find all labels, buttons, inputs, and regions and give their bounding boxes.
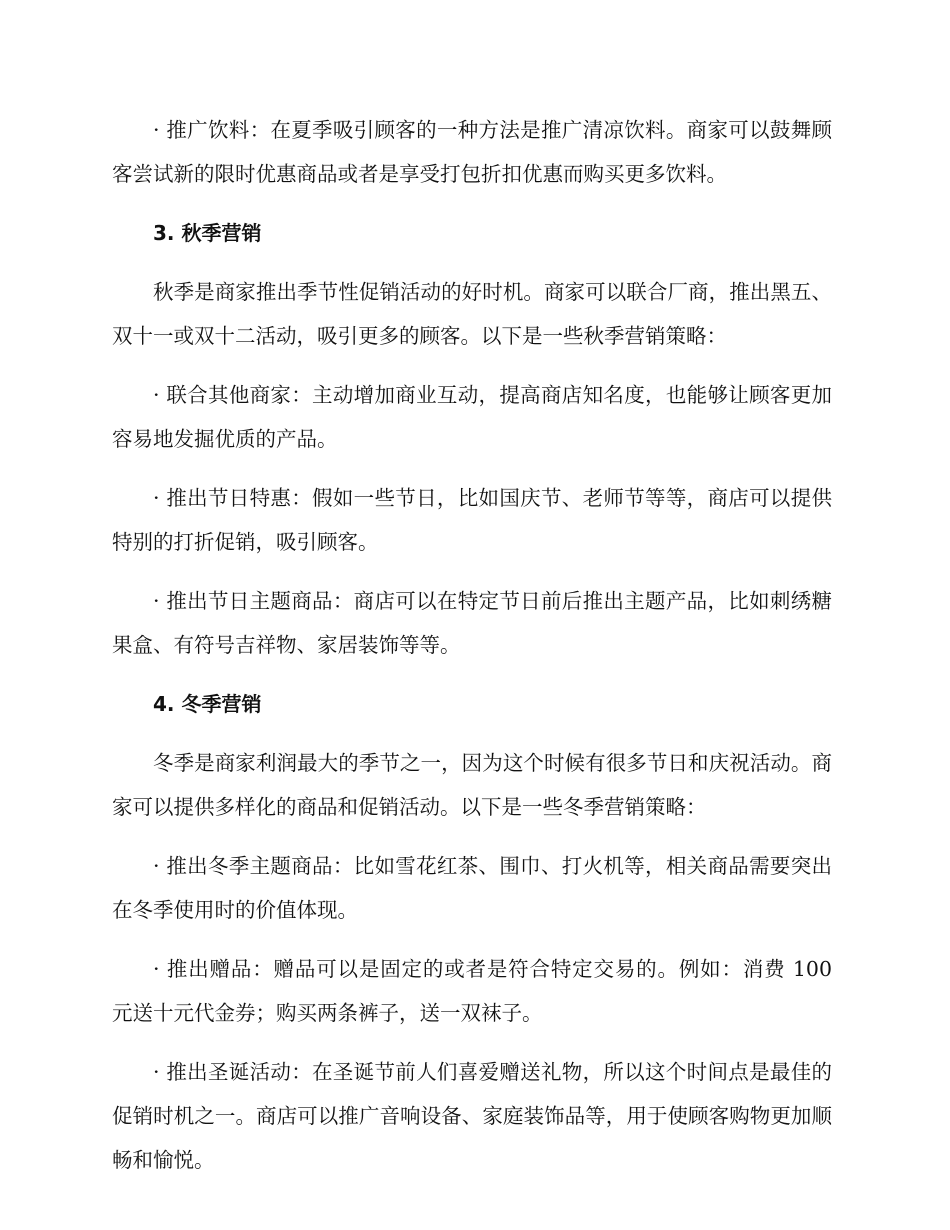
bullet-christmas-events: · 推出圣诞活动：在圣诞节前人们喜爱赠送礼物，所以这个时间点是最佳的促销时机之一。商店可以推广音响设备、家庭装饰品等，用于使顾客购物更加顺畅和愉悦。 — [112, 1060, 832, 1172]
document-body — [112, 108, 832, 1197]
paragraph-winter-intro: 冬季是商家利润最大的季节之一，因为这个时候有很多节日和庆祝活动。商家可以提供多样化的商品和促销活动。以下是一些冬季营销策略： — [112, 751, 832, 819]
paragraph-autumn-intro: 秋季是商家推出季节性促销活动的好时机。商家可以联合厂商，推出黑五、双十一或双十二活动，吸引更多的顾客。以下是一些秋季营销策略： — [112, 280, 832, 348]
bullet-holiday-specials: · 推出节日特惠：假如一些节日，比如国庆节、老师节等等，商店可以提供特别的打折促销，吸引顾客。 — [112, 486, 832, 554]
bullet-winter-theme-products: · 推出冬季主题商品：比如雪花红茶、围巾、打火机等，相关商品需要突出在冬季使用时的价值体现。 — [112, 854, 832, 922]
section-heading-autumn: 3. 秋季营销 — [153, 221, 262, 245]
bullet-gifts: · 推出赠品：赠品可以是固定的或者是符合特定交易的。例如：消费 100 元送十元代金券；购买两条裤子，送一双袜子。 — [112, 957, 832, 1025]
section-heading-winter: 4. 冬季营销 — [153, 692, 262, 716]
bullet-holiday-theme-products: · 推出节日主题商品：商店可以在特定节日前后推出主题产品，比如刺绣糖果盒、有符号吉祥物、家居装饰等等。 — [112, 589, 832, 657]
bullet-promote-drinks: · 推广饮料：在夏季吸引顾客的一种方法是推广清凉饮料。商家可以鼓舞顾客尝试新的限时优惠商品或者是享受打包折扣优惠而购买更多饮料。 — [112, 118, 832, 186]
bullet-partner-merchants: · 联合其他商家：主动增加商业互动，提高商店知名度，也能够让顾客更加容易地发掘优质的产品。 — [112, 383, 832, 451]
